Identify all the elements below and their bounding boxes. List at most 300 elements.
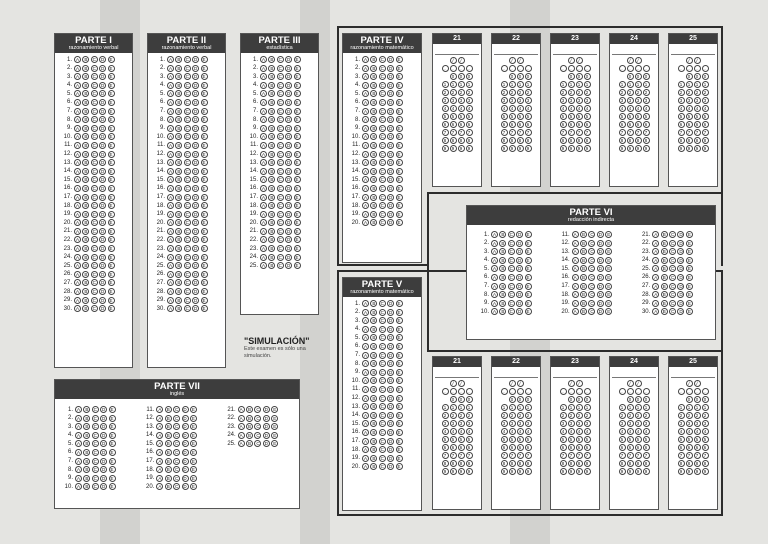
digit-bubble[interactable]: 5: [643, 436, 650, 443]
digit-bubble[interactable]: 8: [525, 137, 532, 144]
answer-bubble-e[interactable]: E: [202, 228, 206, 234]
answer-bubble-e[interactable]: E: [397, 160, 401, 166]
answer-bubble-b[interactable]: B: [270, 134, 274, 140]
answer-bubble-d[interactable]: D: [194, 185, 198, 191]
answer-bubble-e[interactable]: E: [397, 91, 401, 97]
answer-bubble-b[interactable]: B: [177, 263, 181, 269]
answer-bubble-b[interactable]: B: [372, 352, 376, 358]
answer-bubble-b[interactable]: B: [84, 91, 88, 97]
answer-bubble-e[interactable]: E: [397, 378, 401, 384]
digit-bubble[interactable]: 4: [517, 428, 524, 435]
digit-bubble[interactable]: 2: [619, 412, 626, 419]
digit-bubble[interactable]: 4: [643, 428, 650, 435]
answer-bubble-a[interactable]: A: [75, 108, 79, 114]
answer-bubble-a[interactable]: A: [573, 292, 577, 298]
answer-bubble-a[interactable]: A: [76, 424, 80, 430]
answer-bubble-e[interactable]: E: [607, 300, 611, 306]
answer-bubble-a[interactable]: A: [363, 177, 367, 183]
answer-bubble-a[interactable]: A: [75, 237, 79, 243]
answer-bubble-d[interactable]: D: [389, 438, 393, 444]
decimal-bubble[interactable]: .: [517, 388, 524, 395]
answer-bubble-e[interactable]: E: [397, 108, 401, 114]
digit-bubble[interactable]: 5: [517, 113, 524, 120]
digit-bubble[interactable]: 0: [702, 73, 709, 80]
digit-bubble[interactable]: 8: [584, 137, 591, 144]
decimal-bubble[interactable]: .: [584, 65, 591, 72]
fraction-bubble[interactable]: /: [627, 57, 634, 64]
answer-bubble-e[interactable]: E: [202, 271, 206, 277]
answer-bubble-a[interactable]: A: [363, 343, 367, 349]
answer-bubble-b[interactable]: B: [501, 232, 505, 237]
digit-bubble[interactable]: 2: [501, 89, 508, 96]
answer-bubble-a[interactable]: A: [363, 74, 367, 80]
answer-bubble-c[interactable]: C: [509, 309, 513, 315]
digit-bubble[interactable]: 2: [686, 412, 693, 419]
answer-bubble-c[interactable]: C: [185, 108, 189, 114]
answer-bubble-b[interactable]: B: [177, 271, 181, 277]
digit-bubble[interactable]: 1: [627, 404, 634, 411]
answer-bubble-e[interactable]: E: [526, 309, 530, 315]
answer-bubble-e[interactable]: E: [110, 475, 114, 481]
answer-bubble-d[interactable]: D: [287, 263, 291, 269]
answer-bubble-d[interactable]: D: [194, 211, 198, 217]
answer-bubble-a[interactable]: A: [654, 292, 658, 298]
answer-bubble-b[interactable]: B: [177, 82, 181, 88]
digit-bubble[interactable]: 9: [702, 468, 709, 475]
digit-bubble[interactable]: 5: [442, 113, 449, 120]
answer-bubble-a[interactable]: A: [168, 254, 172, 260]
digit-bubble[interactable]: 2: [517, 89, 524, 96]
digit-bubble[interactable]: 3: [643, 97, 650, 104]
answer-bubble-d[interactable]: D: [389, 318, 393, 324]
answer-bubble-a[interactable]: A: [168, 203, 172, 209]
digit-bubble[interactable]: 8: [619, 137, 626, 144]
answer-bubble-c[interactable]: C: [509, 266, 513, 272]
digit-bubble[interactable]: 8: [442, 137, 449, 144]
answer-bubble-c[interactable]: C: [92, 280, 96, 286]
answer-bubble-b[interactable]: B: [372, 455, 376, 461]
digit-bubble[interactable]: 1: [643, 404, 650, 411]
digit-bubble[interactable]: 2: [678, 412, 685, 419]
answer-bubble-b[interactable]: B: [84, 99, 88, 105]
answer-bubble-a[interactable]: A: [363, 335, 367, 341]
answer-bubble-a[interactable]: A: [75, 211, 79, 217]
answer-bubble-c[interactable]: C: [278, 142, 282, 148]
digit-bubble[interactable]: 3: [560, 420, 567, 427]
digit-bubble[interactable]: 6: [509, 121, 516, 128]
answer-bubble-c[interactable]: C: [380, 91, 384, 97]
answer-bubble-e[interactable]: E: [202, 134, 206, 140]
answer-bubble-b[interactable]: B: [582, 232, 586, 237]
decimal-bubble[interactable]: .: [576, 388, 583, 395]
digit-bubble[interactable]: 6: [627, 121, 634, 128]
answer-bubble-c[interactable]: C: [185, 246, 189, 252]
answer-bubble-d[interactable]: D: [287, 134, 291, 140]
digit-bubble[interactable]: 2: [442, 412, 449, 419]
decimal-bubble[interactable]: .: [560, 65, 567, 72]
answer-bubble-c[interactable]: C: [278, 220, 282, 226]
digit-bubble[interactable]: 8: [450, 460, 457, 467]
answer-bubble-e[interactable]: E: [110, 407, 114, 412]
answer-bubble-a[interactable]: A: [239, 415, 243, 421]
answer-bubble-d[interactable]: D: [101, 108, 105, 114]
answer-bubble-b[interactable]: B: [270, 263, 274, 269]
digit-bubble[interactable]: 9: [619, 145, 626, 152]
digit-bubble[interactable]: 3: [686, 97, 693, 104]
digit-bubble[interactable]: 0: [466, 73, 473, 80]
digit-bubble[interactable]: 9: [517, 468, 524, 475]
answer-bubble-a[interactable]: A: [363, 361, 367, 367]
answer-bubble-b[interactable]: B: [270, 211, 274, 217]
answer-bubble-b[interactable]: B: [84, 117, 88, 123]
digit-bubble[interactable]: 1: [584, 404, 591, 411]
answer-bubble-d[interactable]: D: [389, 464, 393, 470]
answer-bubble-e[interactable]: E: [295, 99, 299, 105]
digit-bubble[interactable]: 3: [517, 97, 524, 104]
answer-bubble-e[interactable]: E: [397, 211, 401, 217]
answer-bubble-c[interactable]: C: [380, 455, 384, 461]
digit-bubble[interactable]: 8: [525, 460, 532, 467]
fraction-bubble[interactable]: /: [458, 380, 465, 387]
digit-bubble[interactable]: 7: [501, 129, 508, 136]
answer-bubble-b[interactable]: B: [662, 266, 666, 272]
decimal-bubble[interactable]: .: [568, 388, 575, 395]
answer-bubble-a[interactable]: A: [573, 257, 577, 263]
answer-bubble-a[interactable]: A: [492, 257, 496, 263]
answer-bubble-e[interactable]: E: [607, 249, 611, 255]
answer-bubble-d[interactable]: D: [679, 283, 683, 289]
digit-bubble[interactable]: 5: [643, 113, 650, 120]
answer-bubble-d[interactable]: D: [598, 300, 602, 306]
digit-bubble[interactable]: 9: [560, 145, 567, 152]
digit-bubble[interactable]: 4: [517, 105, 524, 112]
answer-bubble-b[interactable]: B: [166, 458, 170, 464]
answer-bubble-c[interactable]: C: [380, 412, 384, 418]
answer-bubble-d[interactable]: D: [679, 257, 683, 263]
answer-bubble-c[interactable]: C: [380, 220, 384, 226]
decimal-bubble[interactable]: .: [509, 65, 516, 72]
answer-bubble-c[interactable]: C: [185, 263, 189, 269]
answer-bubble-b[interactable]: B: [372, 168, 376, 174]
answer-bubble-e[interactable]: E: [687, 257, 691, 263]
answer-bubble-b[interactable]: B: [372, 185, 376, 191]
answer-bubble-c[interactable]: C: [278, 168, 282, 174]
answer-bubble-c[interactable]: C: [92, 108, 96, 114]
answer-bubble-e[interactable]: E: [109, 65, 113, 71]
answer-bubble-e[interactable]: E: [109, 125, 113, 131]
digit-bubble[interactable]: 3: [686, 420, 693, 427]
answer-bubble-a[interactable]: A: [75, 254, 79, 260]
answer-bubble-a[interactable]: A: [76, 432, 80, 438]
answer-bubble-c[interactable]: C: [92, 203, 96, 209]
digit-bubble[interactable]: 7: [643, 129, 650, 136]
digit-bubble[interactable]: 2: [627, 89, 634, 96]
digit-bubble[interactable]: 0: [635, 73, 642, 80]
answer-bubble-a[interactable]: A: [363, 404, 367, 410]
digit-bubble[interactable]: 9: [466, 468, 473, 475]
answer-bubble-a[interactable]: A: [75, 117, 79, 123]
answer-bubble-e[interactable]: E: [295, 185, 299, 191]
digit-bubble[interactable]: 1: [466, 404, 473, 411]
digit-bubble[interactable]: 7: [678, 452, 685, 459]
digit-bubble[interactable]: 9: [450, 468, 457, 475]
digit-bubble[interactable]: 8: [509, 137, 516, 144]
answer-bubble-c[interactable]: C: [670, 300, 675, 306]
answer-bubble-e[interactable]: E: [109, 57, 113, 62]
answer-bubble-b[interactable]: B: [177, 177, 181, 183]
answer-bubble-e[interactable]: E: [397, 74, 401, 80]
answer-bubble-b[interactable]: B: [177, 168, 181, 174]
digit-bubble[interactable]: 4: [525, 428, 532, 435]
answer-bubble-d[interactable]: D: [389, 301, 393, 306]
answer-bubble-b[interactable]: B: [372, 447, 376, 453]
answer-bubble-a[interactable]: A: [261, 237, 265, 243]
digit-bubble[interactable]: 9: [694, 468, 701, 475]
answer-bubble-a[interactable]: A: [261, 211, 265, 217]
answer-bubble-d[interactable]: D: [598, 274, 602, 280]
answer-bubble-c[interactable]: C: [670, 232, 675, 237]
digit-bubble[interactable]: 2: [458, 89, 465, 96]
answer-bubble-d[interactable]: D: [389, 65, 393, 71]
answer-bubble-a[interactable]: A: [363, 134, 367, 140]
answer-bubble-a[interactable]: A: [654, 240, 658, 246]
answer-bubble-d[interactable]: D: [101, 57, 105, 62]
digit-bubble[interactable]: 3: [466, 97, 473, 104]
digit-bubble[interactable]: 9: [686, 145, 693, 152]
answer-bubble-a[interactable]: A: [654, 300, 658, 306]
answer-bubble-e[interactable]: E: [295, 82, 299, 88]
answer-bubble-a[interactable]: A: [168, 228, 172, 234]
answer-bubble-e[interactable]: E: [397, 220, 401, 226]
answer-bubble-d[interactable]: D: [389, 412, 393, 418]
fraction-bubble[interactable]: /: [635, 380, 642, 387]
answer-bubble-b[interactable]: B: [84, 220, 88, 226]
answer-bubble-d[interactable]: D: [389, 160, 393, 166]
digit-bubble[interactable]: 2: [560, 89, 567, 96]
decimal-bubble[interactable]: .: [702, 65, 709, 72]
digit-bubble[interactable]: 8: [635, 137, 642, 144]
answer-bubble-c[interactable]: C: [509, 240, 513, 246]
answer-bubble-c[interactable]: C: [185, 74, 189, 80]
answer-bubble-c[interactable]: C: [509, 283, 513, 289]
answer-bubble-b[interactable]: B: [372, 65, 376, 71]
digit-bubble[interactable]: 1: [509, 404, 516, 411]
answer-bubble-d[interactable]: D: [287, 74, 291, 80]
answer-bubble-a[interactable]: A: [158, 484, 162, 490]
answer-bubble-e[interactable]: E: [295, 160, 299, 166]
answer-bubble-e[interactable]: E: [397, 395, 401, 401]
answer-bubble-e[interactable]: E: [295, 108, 299, 114]
answer-bubble-e[interactable]: E: [526, 274, 530, 280]
digit-bubble[interactable]: 5: [619, 436, 626, 443]
answer-bubble-c[interactable]: C: [278, 254, 282, 260]
answer-bubble-a[interactable]: A: [363, 220, 367, 226]
answer-bubble-d[interactable]: D: [194, 125, 198, 131]
answer-bubble-e[interactable]: E: [295, 74, 299, 80]
answer-bubble-b[interactable]: B: [166, 407, 170, 412]
answer-bubble-e[interactable]: E: [202, 125, 206, 131]
answer-bubble-d[interactable]: D: [194, 65, 198, 71]
digit-bubble[interactable]: 5: [635, 436, 642, 443]
decimal-bubble[interactable]: .: [635, 65, 642, 72]
answer-bubble-e[interactable]: E: [397, 125, 401, 131]
answer-bubble-c[interactable]: C: [380, 108, 384, 114]
answer-bubble-a[interactable]: A: [239, 441, 243, 447]
answer-bubble-b[interactable]: B: [84, 108, 88, 114]
answer-bubble-e[interactable]: E: [191, 415, 195, 421]
answer-bubble-d[interactable]: D: [101, 297, 105, 303]
answer-bubble-b[interactable]: B: [177, 185, 181, 191]
answer-bubble-d[interactable]: D: [183, 449, 187, 455]
answer-bubble-d[interactable]: D: [183, 441, 187, 447]
answer-bubble-d[interactable]: D: [101, 91, 105, 97]
answer-bubble-a[interactable]: A: [363, 455, 367, 461]
digit-bubble[interactable]: 5: [501, 436, 508, 443]
answer-bubble-c[interactable]: C: [380, 82, 384, 88]
answer-bubble-d[interactable]: D: [102, 475, 106, 481]
answer-bubble-a[interactable]: A: [158, 432, 162, 438]
answer-bubble-e[interactable]: E: [110, 467, 114, 473]
answer-bubble-a[interactable]: A: [75, 246, 79, 252]
digit-bubble[interactable]: 1: [702, 81, 709, 88]
digit-bubble[interactable]: 3: [458, 97, 465, 104]
digit-bubble[interactable]: 7: [635, 129, 642, 136]
digit-bubble[interactable]: 6: [525, 444, 532, 451]
answer-bubble-b[interactable]: B: [372, 326, 376, 332]
answer-bubble-d[interactable]: D: [194, 108, 198, 114]
answer-bubble-e[interactable]: E: [109, 168, 113, 174]
answer-bubble-d[interactable]: D: [287, 142, 291, 148]
answer-bubble-e[interactable]: E: [397, 318, 401, 324]
answer-bubble-c[interactable]: C: [380, 421, 384, 427]
answer-bubble-a[interactable]: A: [75, 125, 79, 131]
answer-bubble-c[interactable]: C: [185, 151, 189, 157]
digit-bubble[interactable]: 0: [525, 396, 532, 403]
answer-bubble-c[interactable]: C: [278, 74, 282, 80]
answer-bubble-a[interactable]: A: [168, 91, 172, 97]
answer-bubble-b[interactable]: B: [372, 404, 376, 410]
answer-bubble-b[interactable]: B: [372, 429, 376, 435]
digit-bubble[interactable]: 6: [635, 444, 642, 451]
answer-bubble-a[interactable]: A: [363, 57, 367, 62]
digit-bubble[interactable]: 5: [584, 113, 591, 120]
digit-bubble[interactable]: 7: [619, 129, 626, 136]
answer-bubble-d[interactable]: D: [287, 99, 291, 105]
digit-bubble[interactable]: 2: [501, 412, 508, 419]
answer-bubble-e[interactable]: E: [110, 432, 114, 438]
answer-bubble-c[interactable]: C: [92, 99, 96, 105]
answer-bubble-a[interactable]: A: [363, 386, 367, 392]
digit-bubble[interactable]: 1: [466, 81, 473, 88]
digit-bubble[interactable]: 0: [517, 396, 524, 403]
fraction-bubble[interactable]: /: [517, 57, 524, 64]
digit-bubble[interactable]: 5: [702, 113, 709, 120]
answer-bubble-b[interactable]: B: [372, 203, 376, 209]
digit-bubble[interactable]: 8: [635, 460, 642, 467]
digit-bubble[interactable]: 7: [560, 129, 567, 136]
digit-bubble[interactable]: 1: [635, 81, 642, 88]
answer-bubble-c[interactable]: C: [185, 185, 189, 191]
answer-bubble-c[interactable]: C: [256, 407, 260, 412]
digit-bubble[interactable]: 4: [450, 428, 457, 435]
digit-bubble[interactable]: 1: [702, 404, 709, 411]
digit-bubble[interactable]: 4: [619, 428, 626, 435]
answer-bubble-c[interactable]: C: [92, 57, 96, 62]
answer-bubble-e[interactable]: E: [109, 246, 113, 252]
answer-bubble-c[interactable]: C: [92, 306, 96, 312]
digit-bubble[interactable]: 4: [627, 428, 634, 435]
digit-bubble[interactable]: 3: [450, 420, 457, 427]
digit-bubble[interactable]: 3: [694, 420, 701, 427]
answer-bubble-a[interactable]: A: [239, 424, 243, 430]
answer-bubble-c[interactable]: C: [278, 211, 282, 217]
answer-bubble-b[interactable]: B: [177, 237, 181, 243]
answer-bubble-a[interactable]: A: [158, 441, 162, 447]
answer-bubble-b[interactable]: B: [177, 91, 181, 97]
answer-bubble-b[interactable]: B: [372, 211, 376, 217]
digit-bubble[interactable]: 7: [560, 452, 567, 459]
answer-bubble-a[interactable]: A: [168, 108, 172, 114]
answer-bubble-c[interactable]: C: [92, 271, 96, 277]
digit-bubble[interactable]: 0: [627, 73, 634, 80]
digit-bubble[interactable]: 8: [678, 137, 685, 144]
answer-bubble-e[interactable]: E: [109, 237, 113, 243]
answer-bubble-d[interactable]: D: [518, 292, 522, 298]
answer-bubble-d[interactable]: D: [194, 297, 198, 303]
digit-bubble[interactable]: 0: [702, 396, 709, 403]
answer-bubble-e[interactable]: E: [109, 151, 113, 157]
digit-bubble[interactable]: 9: [584, 145, 591, 152]
answer-bubble-c[interactable]: C: [174, 441, 179, 447]
answer-bubble-d[interactable]: D: [598, 249, 602, 255]
digit-bubble[interactable]: 4: [702, 105, 709, 112]
answer-bubble-a[interactable]: A: [573, 283, 577, 289]
answer-bubble-b[interactable]: B: [84, 82, 88, 88]
digit-bubble[interactable]: 2: [702, 412, 709, 419]
answer-bubble-c[interactable]: C: [590, 309, 594, 315]
decimal-bubble[interactable]: .: [525, 388, 532, 395]
digit-bubble[interactable]: 2: [568, 412, 575, 419]
answer-bubble-e[interactable]: E: [397, 142, 401, 148]
digit-bubble[interactable]: 2: [584, 412, 591, 419]
answer-bubble-b[interactable]: B: [177, 220, 181, 226]
digit-bubble[interactable]: 5: [458, 436, 465, 443]
answer-bubble-c[interactable]: C: [174, 458, 179, 464]
answer-bubble-e[interactable]: E: [273, 432, 277, 438]
answer-bubble-b[interactable]: B: [177, 306, 181, 312]
answer-bubble-e[interactable]: E: [397, 455, 401, 461]
digit-bubble[interactable]: 7: [450, 129, 457, 136]
answer-bubble-b[interactable]: B: [372, 117, 376, 123]
answer-bubble-c[interactable]: C: [380, 343, 384, 349]
answer-bubble-c[interactable]: C: [185, 142, 189, 148]
digit-bubble[interactable]: 4: [643, 105, 650, 112]
answer-bubble-a[interactable]: A: [363, 369, 367, 375]
digit-bubble[interactable]: 6: [517, 444, 524, 451]
answer-bubble-d[interactable]: D: [518, 309, 522, 315]
digit-bubble[interactable]: 0: [509, 396, 516, 403]
decimal-bubble[interactable]: .: [450, 65, 457, 72]
digit-bubble[interactable]: 3: [678, 97, 685, 104]
answer-bubble-b[interactable]: B: [270, 108, 274, 114]
answer-bubble-c[interactable]: C: [185, 160, 189, 166]
answer-bubble-b[interactable]: B: [270, 194, 274, 200]
answer-bubble-e[interactable]: E: [687, 266, 691, 272]
answer-bubble-a[interactable]: A: [363, 185, 367, 191]
answer-bubble-c[interactable]: C: [92, 297, 96, 303]
answer-bubble-e[interactable]: E: [110, 449, 114, 455]
answer-bubble-a[interactable]: A: [492, 300, 496, 306]
